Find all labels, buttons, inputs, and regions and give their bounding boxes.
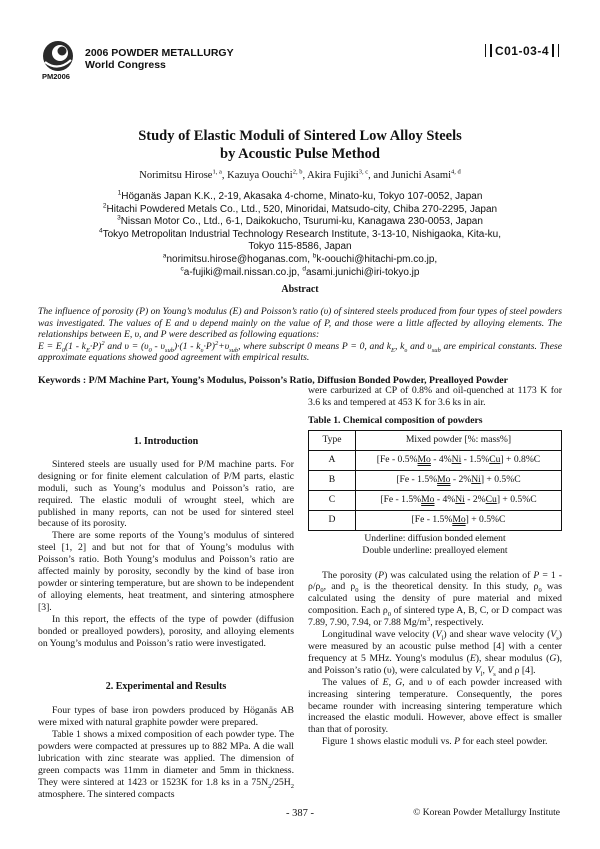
type-cell: C	[309, 490, 356, 510]
table-row	[309, 510, 562, 530]
affiliation-3	[0, 216, 600, 229]
table-header-row	[309, 430, 562, 450]
composition-cell: [Fe - 1.5%Mo - 2%Ni] + 0.5%C	[356, 470, 562, 490]
col-type-header: Type	[309, 430, 356, 450]
table-note-1: Underline: diffusion bonded element	[364, 532, 506, 544]
composition-cell: [Fe - 0.5%Mo - 4%Ni - 1.5%Cu] + 0.8%C	[356, 450, 562, 470]
title-line-1: Study of Elastic Moduli of Sintered Low Alloy Steels	[138, 128, 462, 144]
conference-line-1: 2006 POWDER METALLURGY	[85, 47, 234, 59]
affil-2-text: Hitachi Powdered Metals Co., Ltd., 520, Minoridai, Matsudo-city, Chiba 270-2295, Japan	[106, 203, 498, 215]
author-4: , and Junichi Asami	[368, 170, 451, 181]
table1-caption: Table 1. Chemical composition of powders	[308, 414, 483, 426]
table-row	[309, 450, 562, 470]
affiliation-4-cont: Tokyo 115-8586, Japan	[248, 241, 352, 253]
left-column	[38, 436, 294, 801]
exp-paragraph-1: Four types of base iron powders produced by Höganäs AB were mixed with natural graphite powder were prepared.	[38, 705, 294, 729]
wave-paragraph: Longitudinal wave velocity $(V_l)$ and shear wave velocity $(V_s)$ were measured by an acoustic pulse method [4] with a center frequency at 5 MHz. Young's modulus (E), shear modulus (G), and Poisson’s ratio (υ), were calculated by $V_l$, $V_s$ and ρ [4].	[308, 629, 563, 678]
email-4[interactable]: asami.junichi@iri-tokyo.jp	[305, 266, 420, 278]
author-2: , Kazuya Oouchi	[221, 170, 293, 181]
type-cell: D	[309, 510, 356, 530]
composition-table	[308, 430, 562, 531]
composition-cell: [Fe - 1.5%Mo - 4%Ni - 2%Cu] + 0.5%C	[356, 490, 562, 510]
code-bar-right	[552, 44, 554, 57]
experimental-heading: 2. Experimental and Results	[105, 681, 227, 693]
email-2-sup: b	[312, 252, 317, 260]
paper-title	[0, 127, 600, 163]
right-column	[308, 385, 562, 748]
composition-cell: [Fe - 1.5%Mo] + 0.5%C	[356, 510, 562, 530]
affil-1-sup: 1	[117, 189, 122, 197]
values-paragraph: The values of E, G, and υ of each powder increased with increasing sintering temperature. Consequently, the pores became rounder with increasing sintering temperature which increased the elastic moduli. However, above effect is smaller than that of porosity.	[308, 676, 562, 736]
conference-line-2: World Congress	[85, 59, 166, 71]
pm2006-logo-icon	[40, 38, 76, 74]
affil-4-text: Tokyo Metropolitan Industrial Technology Research Institute, 3-13-10, Nishigaoka, Kita-ku,	[102, 228, 501, 240]
conference-title	[85, 47, 234, 71]
affil-1-text: Höganäs Japan K.K., 2-19, Akasaka 4-chome, Minato-ku, Tokyo 107-0052, Japan	[121, 191, 483, 202]
affiliation-2	[0, 204, 600, 217]
table-note-2: Double underline: prealloyed element	[362, 544, 508, 556]
paper-code	[484, 44, 560, 58]
exp-paragraph-2: Table 1 shows a mixed composition of each powder type. The powders were compacted at pressures up to 882 MPa. A die wall lubrication with zinc stearate was applied. The dimension of green compacts was 11mm in diameter and 5mm in thickness. They were sintered at 1423 or 1523K for 1.8 ks in a $75N_2/25H_2$ atmosphere. The sintered compacts	[38, 729, 294, 800]
code-bar-left	[490, 44, 492, 57]
code-bar-left-thin	[485, 44, 486, 57]
page-number: - 387 -	[286, 808, 314, 819]
porosity-paragraph: The porosity (P) was calculated using the relation of $P = 1 - \rho/\rho_0$, and $\rho_0$ is the theoretical density. In this study, $\rho_0$ was calculated using the density of pure material and mixed composition. Each $\rho_0$ of sintered type A, B, C, or D compact was 7.89, 7.90, 7.94, or 7.88 $Mg/m^3$, respectively.	[308, 569, 562, 629]
abstract-text	[38, 306, 562, 364]
table-row	[309, 470, 562, 490]
type-cell: B	[309, 470, 356, 490]
author-4-sup: 4, d	[450, 168, 461, 176]
intro-paragraph-2: There are some reports of the Young’s modulus of sintered steel [1, 2] and but not for that of Young’s modulus with Poisson’s ratio. Both Young’s modulus and Poisson’s ratio are affected mainly by porosity, secondly by the kind of base iron powder or sintering temperature, but are shown to be independent of alloying elements, heat treatment, and sintering atmosphere [3].	[38, 530, 294, 613]
right-top-paragraph: were carburized at CP of 0.8% and oil-quenched at 1173 K for 3.6 ks and tempered at 453 K for 3.6 ks in air.	[308, 385, 562, 408]
copyright-institute: © Korean Powder Metallurgy Institute	[413, 808, 560, 818]
intro-paragraph-3: In this report, the effects of the type of powder (diffusion bonded or prealloyed powders), porosity, and alloying elements on Young’s modulus and Poisson’s ratio were investigated.	[38, 613, 294, 649]
email-line-2	[0, 267, 600, 280]
type-cell: A	[309, 450, 356, 470]
author-list	[0, 170, 600, 181]
affil-4-sup: 4	[99, 227, 103, 235]
affiliation-1	[0, 191, 600, 204]
email-3[interactable]: a-fujiki@mail.nissan.co.jp,	[183, 266, 303, 278]
email-2[interactable]: k-oouchi@hitachi-pm.co.jp,	[316, 253, 438, 265]
intro-heading: 1. Introduction	[133, 436, 199, 447]
email-line-1	[0, 254, 600, 267]
intro-paragraph-1: Sintered steels are usually used for P/M machine parts. For designing or for finite element calculation of P/M parts, elastic moduli, such as Young’s modulus and Poisson’s ratio, are required. The elastic moduli of wrought steel, which are published in many reports, can not be used for sintered steel because of its porosity.	[38, 458, 294, 530]
keywords: Keywords : P/M Machine Part, Young’s Modulus, Poisson’s Ratio, Diffusion Bonded Powder, Prealloyed Powder	[38, 375, 508, 386]
abstract-body: The influence of porosity (P) on Young’s modulus (E) and Poisson’s ratio (υ) of sintered steels produced from four types of steel powders was investigated. The values of E and υ depend mainly on the value of P, and those were a little affected by alloying elements. The relationships between E, υ, and P were described as following equations:	[38, 306, 562, 340]
email-1[interactable]: norimitsu.hirose@hoganas.com,	[166, 253, 313, 265]
affiliations	[0, 191, 600, 279]
affil-2-sup: 2	[102, 202, 107, 210]
author-3: , Akira Fujiki	[302, 170, 359, 181]
affil-3-sup: 3	[117, 214, 121, 222]
paper-code-text: C01-03-4	[494, 44, 549, 58]
email-3-sup: c	[180, 265, 184, 273]
author-1: Norimitsu Hirose	[139, 170, 213, 181]
figure-paragraph: Figure 1 shows elastic moduli vs. P for each steel powder.	[322, 736, 548, 748]
email-1-sup: a	[162, 252, 167, 260]
author-2-sup: 2, b	[292, 168, 303, 176]
title-line-2: by Acoustic Pulse Method	[220, 146, 380, 162]
email-4-sup: d	[302, 265, 306, 273]
col-mixed-header: Mixed powder [%: mass%]	[356, 430, 562, 450]
code-bar-right-thin	[558, 44, 559, 57]
abstract-equation: $E = E_0(1 - k_E\cdot P)^2$ and $\upsilon = (\upsilon_0 - \upsilon_{sub})\cdot(1 - k_\upsilon\cdot P)^2+\upsilon_{sub}$, where subscript 0 means P = 0, and $k_E$, $k_\upsilon$ and $\upsilon_{sub}$ are empirical constants. These approximate equations showed good agreement with empirical results.	[38, 339, 562, 363]
author-1-sup: 1, a	[212, 168, 222, 176]
affil-3-text: Nissan Motor Co., Ltd., 6-1, Daikokucho, Tsurumi-ku, Kanagawa 230-0053, Japan	[120, 216, 483, 228]
table-row	[309, 490, 562, 510]
affiliation-4	[0, 229, 600, 242]
abstract-heading: Abstract	[281, 284, 319, 295]
logo-text: PM2006	[42, 72, 70, 81]
author-3-sup: 3, c	[358, 168, 369, 176]
